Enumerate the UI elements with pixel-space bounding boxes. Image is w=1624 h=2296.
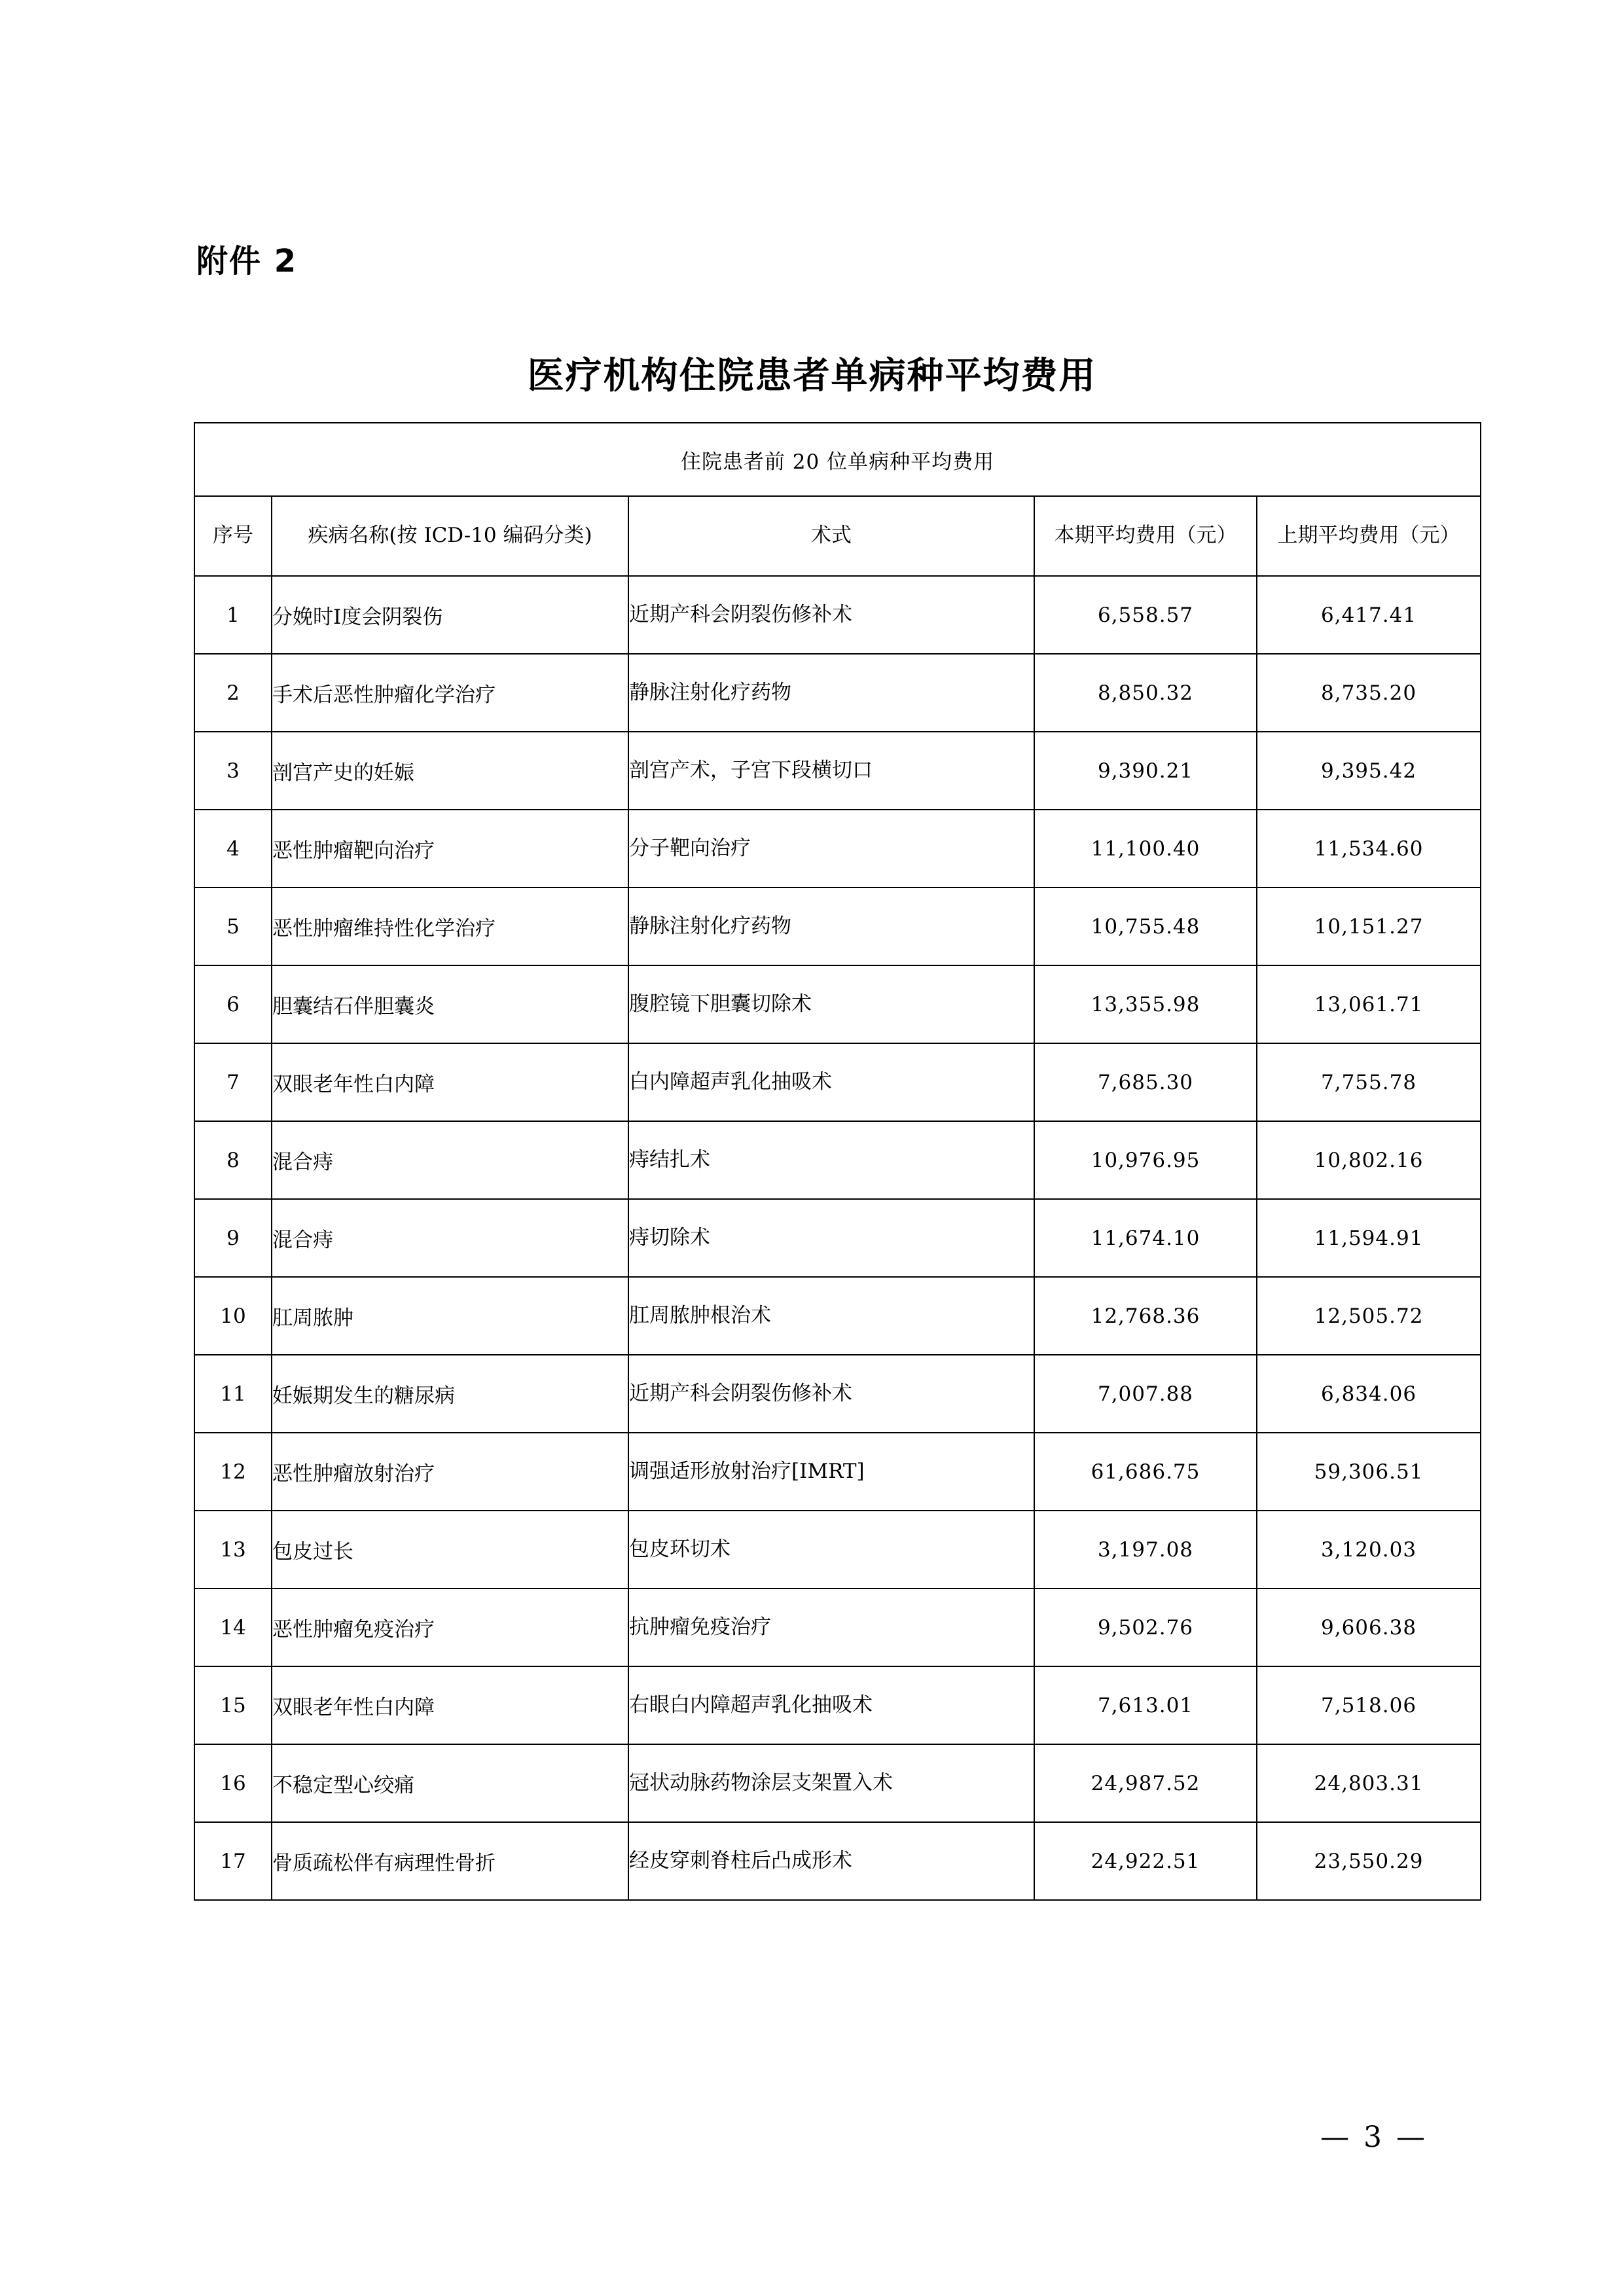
- table-row: [194, 576, 1481, 654]
- cell-current-cost: 11,674.10: [1034, 1199, 1257, 1277]
- cell-previous-cost: 3,120.03: [1257, 1511, 1481, 1588]
- cell-current-cost: 7,007.88: [1034, 1355, 1257, 1433]
- cell-disease: 混合痔: [272, 1199, 628, 1277]
- attachment-label: 附件 2: [196, 243, 298, 279]
- cell-disease: 包皮过长: [272, 1511, 628, 1588]
- cell-previous-cost: 7,755.78: [1257, 1043, 1481, 1121]
- table-row: [194, 654, 1481, 732]
- cell-index: 9: [194, 1199, 272, 1277]
- cell-index: 7: [194, 1043, 272, 1121]
- table-row: [194, 1277, 1481, 1355]
- cell-previous-cost: 9,395.42: [1257, 732, 1481, 810]
- cell-procedure: 右眼白内障超声乳化抽吸术: [628, 1666, 1034, 1744]
- table-row: [194, 1355, 1481, 1433]
- header-procedure: 术式: [628, 496, 1034, 576]
- table-row: [194, 1666, 1481, 1744]
- cell-procedure: 痔切除术: [628, 1199, 1034, 1277]
- cell-previous-cost: 10,802.16: [1257, 1121, 1481, 1199]
- cell-disease: 不稳定型心绞痛: [272, 1744, 628, 1822]
- cell-disease: 妊娠期发生的糖尿病: [272, 1355, 628, 1433]
- cell-previous-cost: 24,803.31: [1257, 1744, 1481, 1822]
- cell-procedure: 肛周脓肿根治术: [628, 1277, 1034, 1355]
- cell-previous-cost: 8,735.20: [1257, 654, 1481, 732]
- table-row: [194, 965, 1481, 1043]
- cell-index: 12: [194, 1433, 272, 1511]
- cell-procedure: 分子靶向治疗: [628, 810, 1034, 888]
- table-row: [194, 732, 1481, 810]
- cell-index: 4: [194, 810, 272, 888]
- cell-index: 5: [194, 888, 272, 965]
- cell-index: 13: [194, 1511, 272, 1588]
- cell-previous-cost: 11,594.91: [1257, 1199, 1481, 1277]
- cell-procedure: 痔结扎术: [628, 1121, 1034, 1199]
- cell-current-cost: 9,390.21: [1034, 732, 1257, 810]
- cell-previous-cost: 6,834.06: [1257, 1355, 1481, 1433]
- cell-current-cost: 10,976.95: [1034, 1121, 1257, 1199]
- cell-disease: 恶性肿瘤靶向治疗: [272, 810, 628, 888]
- cell-index: 14: [194, 1588, 272, 1666]
- cell-previous-cost: 13,061.71: [1257, 965, 1481, 1043]
- table-row: [194, 888, 1481, 965]
- cell-current-cost: 11,100.40: [1034, 810, 1257, 888]
- table-row: [194, 1822, 1481, 1900]
- cell-disease: 恶性肿瘤免疫治疗: [272, 1588, 628, 1666]
- cell-procedure: 静脉注射化疗药物: [628, 888, 1034, 965]
- cell-index: 16: [194, 1744, 272, 1822]
- cell-index: 1: [194, 576, 272, 654]
- cell-procedure: 近期产科会阴裂伤修补术: [628, 576, 1034, 654]
- cell-index: 15: [194, 1666, 272, 1744]
- table-caption: 住院患者前 20 位单病种平均费用: [194, 423, 1481, 496]
- cell-index: 11: [194, 1355, 272, 1433]
- cell-disease: 双眼老年性白内障: [272, 1043, 628, 1121]
- header-disease: 疾病名称(按 ICD-10 编码分类): [272, 496, 628, 576]
- cell-current-cost: 12,768.36: [1034, 1277, 1257, 1355]
- cell-procedure: 冠状动脉药物涂层支架置入术: [628, 1744, 1034, 1822]
- cell-index: 6: [194, 965, 272, 1043]
- table-header-row: [194, 496, 1481, 576]
- table-row: [194, 1043, 1481, 1121]
- cell-current-cost: 61,686.75: [1034, 1433, 1257, 1511]
- cell-index: 10: [194, 1277, 272, 1355]
- cell-procedure: 静脉注射化疗药物: [628, 654, 1034, 732]
- cell-disease: 肛周脓肿: [272, 1277, 628, 1355]
- cell-previous-cost: 59,306.51: [1257, 1433, 1481, 1511]
- table-row: [194, 1744, 1481, 1822]
- cell-disease: 手术后恶性肿瘤化学治疗: [272, 654, 628, 732]
- table-row: [194, 810, 1481, 888]
- single-disease-cost-table: [194, 422, 1481, 1901]
- cell-previous-cost: 23,550.29: [1257, 1822, 1481, 1900]
- cell-index: 8: [194, 1121, 272, 1199]
- cell-current-cost: 3,197.08: [1034, 1511, 1257, 1588]
- cell-current-cost: 6,558.57: [1034, 576, 1257, 654]
- page-number: — 3 —: [1320, 2121, 1428, 2154]
- cell-previous-cost: 12,505.72: [1257, 1277, 1481, 1355]
- cell-procedure: 调强适形放射治疗[IMRT]: [628, 1433, 1034, 1511]
- cell-disease: 恶性肿瘤放射治疗: [272, 1433, 628, 1511]
- cell-current-cost: 24,987.52: [1034, 1744, 1257, 1822]
- cell-previous-cost: 6,417.41: [1257, 576, 1481, 654]
- cell-current-cost: 13,355.98: [1034, 965, 1257, 1043]
- cell-current-cost: 7,685.30: [1034, 1043, 1257, 1121]
- cell-procedure: 剖宫产术，子宫下段横切口: [628, 732, 1034, 810]
- table-row: [194, 1433, 1481, 1511]
- header-previous-cost: 上期平均费用（元）: [1257, 496, 1481, 576]
- cell-previous-cost: 11,534.60: [1257, 810, 1481, 888]
- header-index: 序号: [194, 496, 272, 576]
- cell-current-cost: 7,613.01: [1034, 1666, 1257, 1744]
- cell-current-cost: 10,755.48: [1034, 888, 1257, 965]
- cell-procedure: 近期产科会阴裂伤修补术: [628, 1355, 1034, 1433]
- cell-index: 2: [194, 654, 272, 732]
- page-title: 医疗机构住院患者单病种平均费用: [527, 355, 1097, 397]
- cell-disease: 剖宫产史的妊娠: [272, 732, 628, 810]
- table-body: [194, 423, 1481, 1900]
- cell-disease: 混合痔: [272, 1121, 628, 1199]
- table-row: [194, 1199, 1481, 1277]
- header-current-cost: 本期平均费用（元）: [1034, 496, 1257, 576]
- cell-disease: 双眼老年性白内障: [272, 1666, 628, 1744]
- table-caption-row: [194, 423, 1481, 496]
- cell-previous-cost: 9,606.38: [1257, 1588, 1481, 1666]
- cell-procedure: 经皮穿刺脊柱后凸成形术: [628, 1822, 1034, 1900]
- cell-disease: 恶性肿瘤维持性化学治疗: [272, 888, 628, 965]
- cell-current-cost: 8,850.32: [1034, 654, 1257, 732]
- cell-index: 17: [194, 1822, 272, 1900]
- cell-procedure: 白内障超声乳化抽吸术: [628, 1043, 1034, 1121]
- cell-procedure: 包皮环切术: [628, 1511, 1034, 1588]
- cell-previous-cost: 7,518.06: [1257, 1666, 1481, 1744]
- cell-current-cost: 9,502.76: [1034, 1588, 1257, 1666]
- cell-procedure: 腹腔镜下胆囊切除术: [628, 965, 1034, 1043]
- cell-disease: 胆囊结石伴胆囊炎: [272, 965, 628, 1043]
- cell-disease: 分娩时Ⅰ度会阴裂伤: [272, 576, 628, 654]
- cell-previous-cost: 10,151.27: [1257, 888, 1481, 965]
- cell-current-cost: 24,922.51: [1034, 1822, 1257, 1900]
- cell-index: 3: [194, 732, 272, 810]
- cell-disease: 骨质疏松伴有病理性骨折: [272, 1822, 628, 1900]
- table-row: [194, 1588, 1481, 1666]
- table-row: [194, 1511, 1481, 1588]
- cell-procedure: 抗肿瘤免疫治疗: [628, 1588, 1034, 1666]
- table-row: [194, 1121, 1481, 1199]
